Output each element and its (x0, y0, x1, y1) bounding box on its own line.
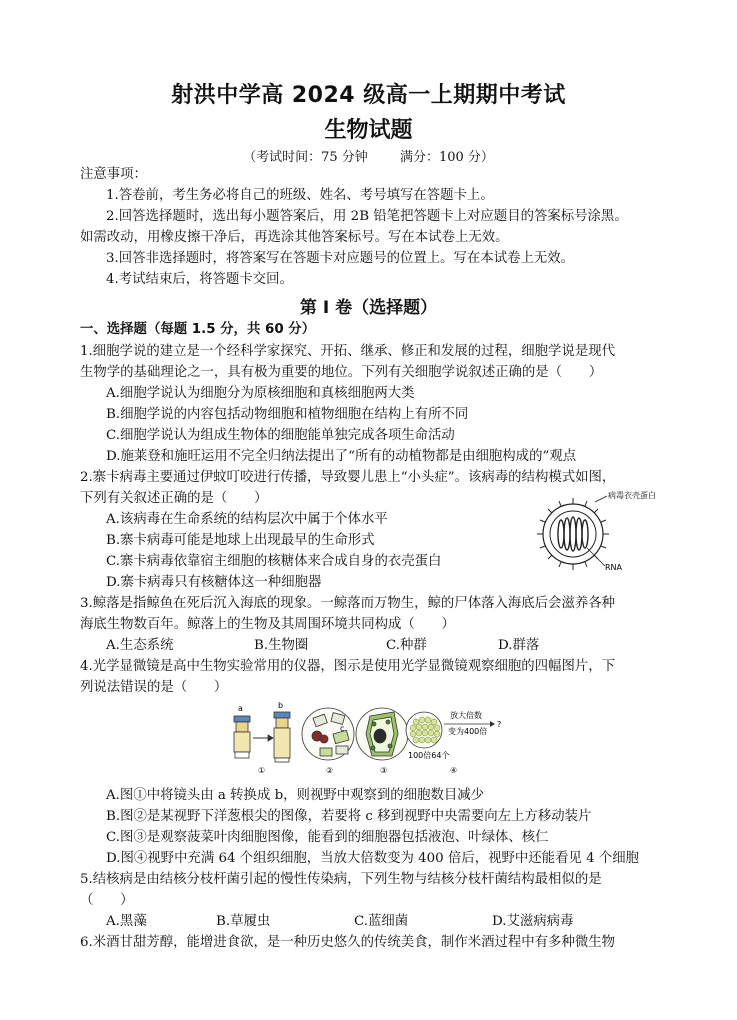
lens-b-label: b (278, 701, 284, 710)
part-title: 第 I 卷（选择题） (299, 298, 438, 318)
exam-subject: 生物试题 (324, 118, 413, 143)
q5-stem-line1: 5.结核病是由结核分枝杆菌引起的慢性传染病，下列生物与结核分枝杆菌结构最相似的是 (80, 872, 602, 887)
q3-stem-line1: 3.鲸落是指鲸鱼在死后沉入海底的现象。一鲸落而万物生，鲸的尸体落入海底后会滋养各种 (80, 596, 616, 611)
panel-3-number: ③ (380, 766, 388, 775)
capsid-label: 病毒衣壳蛋白 (608, 491, 656, 500)
leaf-cell-panel (356, 708, 408, 760)
q1-stem-line2: 生物学的基础理论之一，具有极为重要的地位。下列有关细胞学说叙述正确的是（ ） (80, 365, 603, 380)
q5-option-a: A.黑藻 (106, 914, 147, 929)
microscope-figure (228, 700, 508, 776)
panel-1-number: ① (258, 766, 266, 775)
q3-option-d: D.群落 (498, 638, 540, 653)
q5-option-c: C.蓝细菌 (354, 914, 409, 929)
notice-item: 3.回答非选择题时，将答案写在答题卡对应题号的位置上。写在本试卷上无效。 (106, 251, 575, 266)
notice-item: 4.考试结束后，将答题卡交回。 (106, 272, 293, 287)
q5-options (106, 912, 573, 932)
root-tip-panel (302, 708, 354, 760)
q4-option-c: C.图③是观察菠菜叶肉细胞图像，能看到的细胞器包括液泡、叶绿体、核仁 (106, 830, 549, 845)
notice-item: 如需改动，用橡皮擦干净后，再选涂其他答案标号。写在本试卷上无效。 (80, 230, 509, 245)
cell-count-label: 100倍64个 (408, 751, 450, 760)
q1-option-c: C.细胞学说认为组成生物体的细胞能单独完成各项生命活动 (106, 428, 455, 443)
notice-heading: 注意事项： (80, 167, 147, 182)
q3-option-a: A.生态系统 (106, 638, 174, 653)
q5-option-d: D.艾滋病病毒 (492, 914, 574, 929)
q2-option-b: B.寨卡病毒可能是地球上出现最早的生命形式 (106, 533, 375, 548)
exam-info (0, 146, 737, 165)
cell-c-label: c (340, 724, 345, 733)
q1-option-b: B.细胞学说的内容包括动物细胞和植物细胞在结构上有所不同 (106, 407, 469, 422)
q3-options (106, 636, 539, 656)
exam-full-score: 满分：100 分） (399, 150, 494, 165)
q4-option-a: A.图①中将镜头由 a 转换成 b，则视野中观察到的细胞数目减少 (106, 788, 485, 803)
q1-stem-line1: 1.细胞学说的建立是一个经科学家探究、开拓、继承、修正和发展的过程，细胞学说是现代 (80, 344, 616, 359)
panel-2-number: ② (326, 766, 334, 775)
q4-stem-line1: 4.光学显微镜是高中生物实验常用的仪器，图示是使用光学显微镜观察细胞的四幅图片，下 (80, 659, 616, 674)
zika-virus-figure (525, 488, 665, 578)
q5-option-b: B.草履虫 (216, 914, 271, 929)
q3-stem-line2: 海底生物数百年。鲸落上的生物及其周围环境共同构成（ ） (80, 617, 455, 632)
q1-option-a: A.细胞学说认为细胞分为原核细胞和真核细胞两大类 (106, 386, 415, 401)
q4-option-d: D.图④视野中充满 64 个组织细胞，当放大倍数变为 400 倍后，视野中还能看见 4 个细胞 (106, 851, 640, 866)
lens-a-label: a (238, 704, 243, 713)
q2-option-c: C.寨卡病毒依靠宿主细胞的核糖体来合成自身的衣壳蛋白 (106, 554, 442, 569)
lens-panel (234, 712, 290, 762)
q5-stem-line2: （ ） (80, 893, 134, 908)
notice-item: 2.回答选择题时，选出每小题答案后，用 2B 铅笔把答题卡上对应题目的答案标号涂黑。 (106, 209, 628, 224)
q4-option-b: B.图②是某视野下洋葱根尖的图像，若要将 c 移到视野中央需要向左上方移动装片 (106, 809, 592, 824)
q2-option-d: D.寨卡病毒只有核糖体这一种细胞器 (106, 575, 322, 590)
q6-stem-line1: 6.米酒甘甜芳醇，能增进食欲，是一种历史悠久的传统美食，制作米酒过程中有多种微生物 (80, 935, 616, 950)
section-title: 一、选择题（每题 1.5 分，共 60 分） (80, 322, 316, 337)
q4-stem-line2: 列说法错误的是（ ） (80, 680, 228, 695)
panel-4-number: ④ (450, 766, 458, 775)
rna-label: RNA (605, 563, 623, 572)
magnification-label: 放大倍数 (450, 711, 482, 720)
q2-option-a: A.该病毒在生命系统的结构层次中属于个体水平 (106, 512, 388, 527)
magnification-value: 变为400倍 (448, 727, 488, 736)
exam-title: 射洪中学高 2024 级高一上期期中考试 (171, 83, 566, 108)
q3-option-b: B.生物圈 (254, 638, 309, 653)
q3-option-c: C.种群 (386, 638, 427, 653)
q2-stem-line1: 2.寨卡病毒主要通过伊蚊叮咬进行传播，导致婴儿患上“小头症”。该病毒的结构模式如图， (80, 470, 616, 485)
question-mark: ? (497, 720, 502, 729)
exam-time: （考试时间：75 分钟 (243, 150, 368, 165)
q2-stem-line2: 下列有关叙述正确的是（ ） (80, 491, 268, 506)
notice-item: 1.答卷前，考生务必将自己的班级、姓名、考号填写在答题卡上。 (106, 188, 494, 203)
q1-option-d: D.施莱登和施旺运用不完全归纳法提出了“所有的动植物都是由细胞构成的”观点 (106, 449, 577, 464)
